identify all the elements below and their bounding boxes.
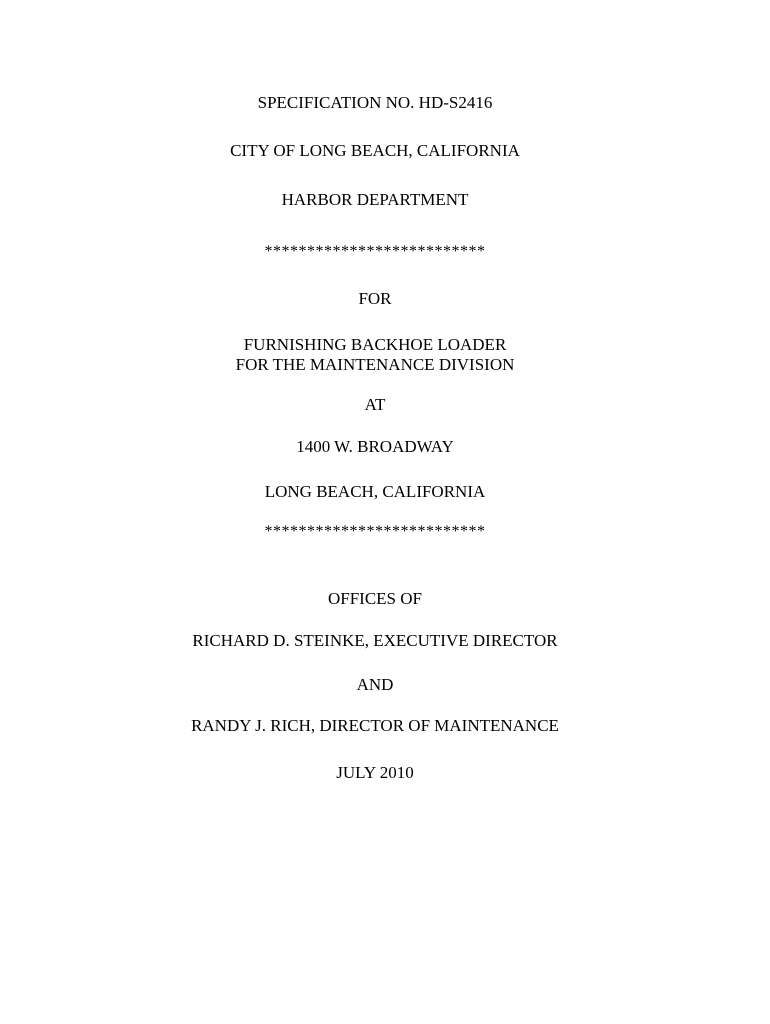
maintenance-director: RANDY J. RICH, DIRECTOR OF MAINTENANCE <box>191 716 559 735</box>
separator-bottom: ************************** <box>264 523 486 540</box>
subject-line-1: FURNISHING BACKHOE LOADER <box>243 335 507 354</box>
city-heading: CITY OF LONG BEACH, CALIFORNIA <box>230 141 520 160</box>
city-state: LONG BEACH, CALIFORNIA <box>264 482 486 501</box>
specification-number: SPECIFICATION NO. HD-S2416 <box>257 93 493 112</box>
separator-top: ************************** <box>264 243 486 260</box>
executive-director: RICHARD D. STEINKE, EXECUTIVE DIRECTOR <box>192 631 558 650</box>
offices-of-label: OFFICES OF <box>327 589 422 608</box>
document-date: JULY 2010 <box>336 763 414 782</box>
department-heading: HARBOR DEPARTMENT <box>281 190 469 209</box>
for-label: FOR <box>358 289 392 308</box>
subject-line-2: FOR THE MAINTENANCE DIVISION <box>235 355 515 374</box>
and-label: AND <box>356 675 394 694</box>
address: 1400 W. BROADWAY <box>296 437 454 456</box>
at-label: AT <box>364 395 386 414</box>
